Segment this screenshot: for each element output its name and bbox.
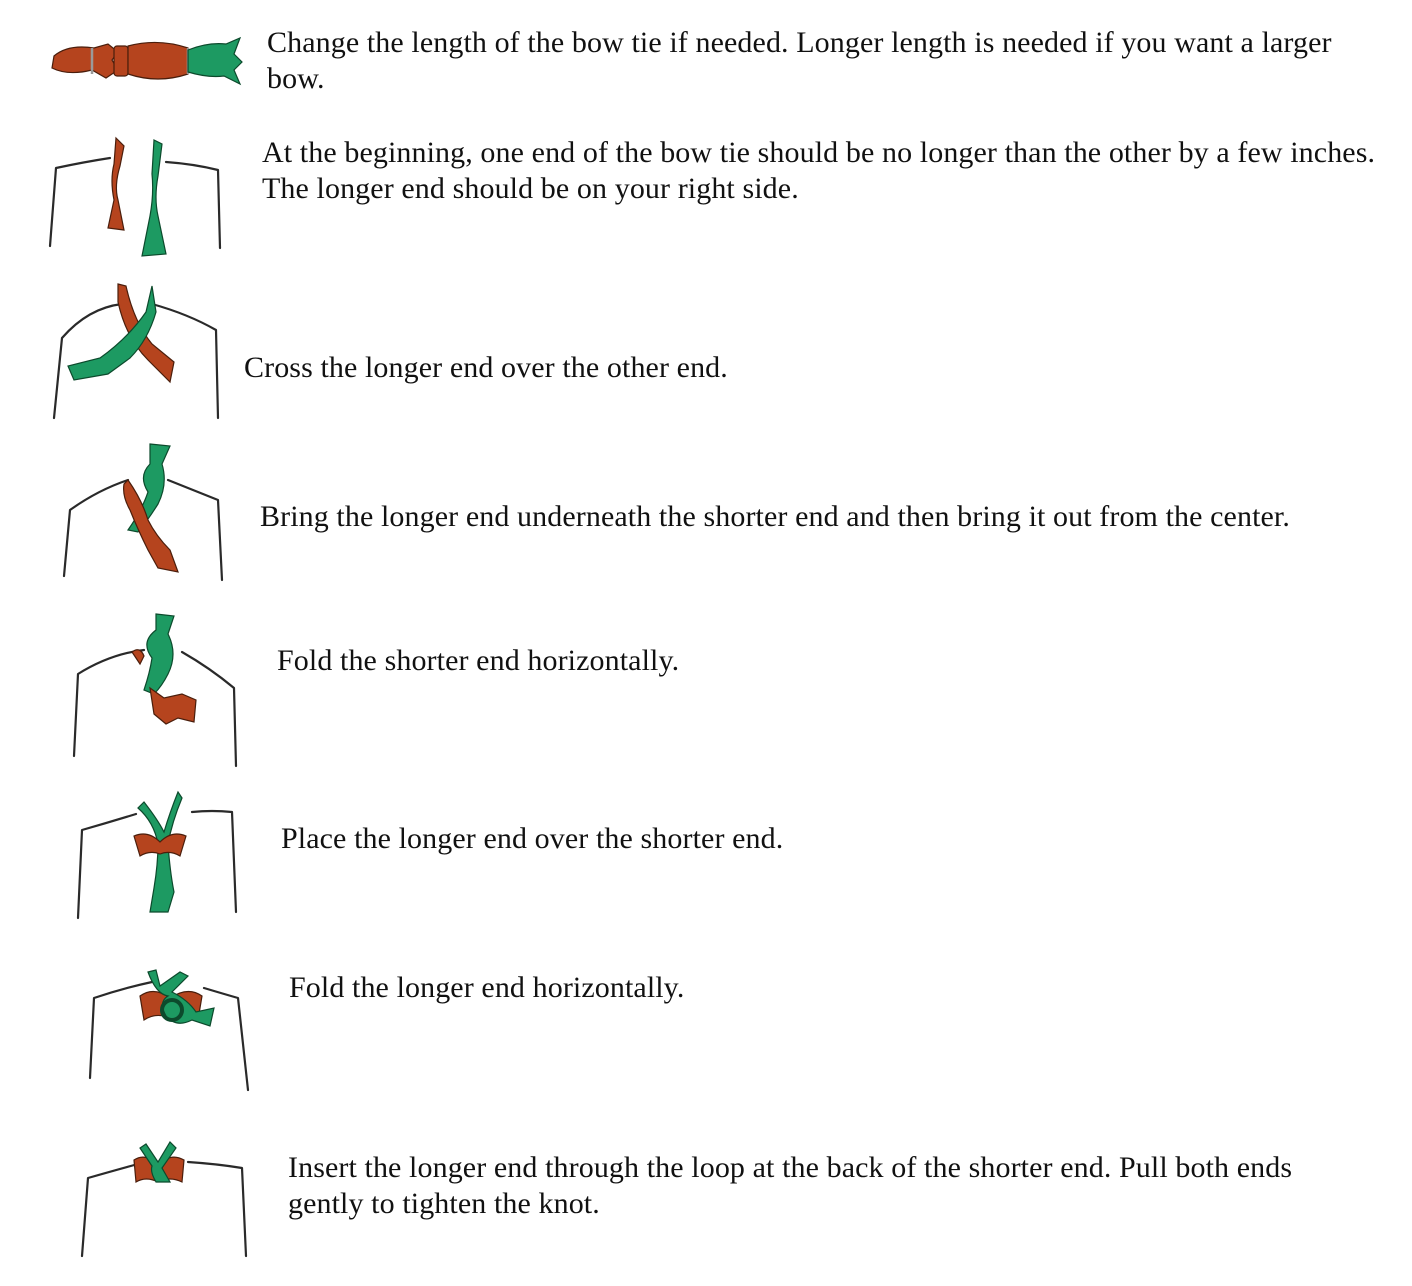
tie-ends-crossed-icon <box>48 282 228 422</box>
tie-end-under-and-out-icon <box>58 440 233 580</box>
step-2 <box>0 132 1412 272</box>
tie-ends-hanging-icon <box>44 136 234 266</box>
step-6-text: Place the longer end over the shorter end. <box>281 822 784 855</box>
step-5 <box>0 608 1412 768</box>
step-1 <box>0 20 1412 110</box>
step-3 <box>0 282 1412 422</box>
step-4-text: Bring the longer end underneath the shorter end and then bring it out from the center. <box>260 500 1290 533</box>
step-8 <box>0 1136 1412 1266</box>
step-4 <box>0 432 1412 582</box>
step-8-text: Insert the longer end through the loop at the back of the shorter end. Pull both ends gently to tighten the knot. <box>288 1151 1293 1220</box>
step-5-text: Fold the shorter end horizontally. <box>277 644 680 677</box>
step-3-text: Cross the longer end over the other end. <box>244 351 728 384</box>
short-end-folded-icon <box>70 612 245 768</box>
step-1-text: Change the length of the bow tie if needed. Longer length is needed if you want a larger bow. <box>267 26 1332 95</box>
unfolded-bow-tie-icon <box>48 30 243 90</box>
step-7 <box>0 956 1412 1096</box>
finished-bow-tie-icon <box>78 1142 253 1264</box>
long-end-folded-icon <box>84 966 259 1096</box>
step-6 <box>0 788 1412 928</box>
step-2-text: At the beginning, one end of the bow tie should be no longer than the other by a few inches. The longer end should be on your right side. <box>262 136 1376 205</box>
step-7-text: Fold the longer end horizontally. <box>289 971 685 1004</box>
long-end-over-icon <box>74 792 244 924</box>
